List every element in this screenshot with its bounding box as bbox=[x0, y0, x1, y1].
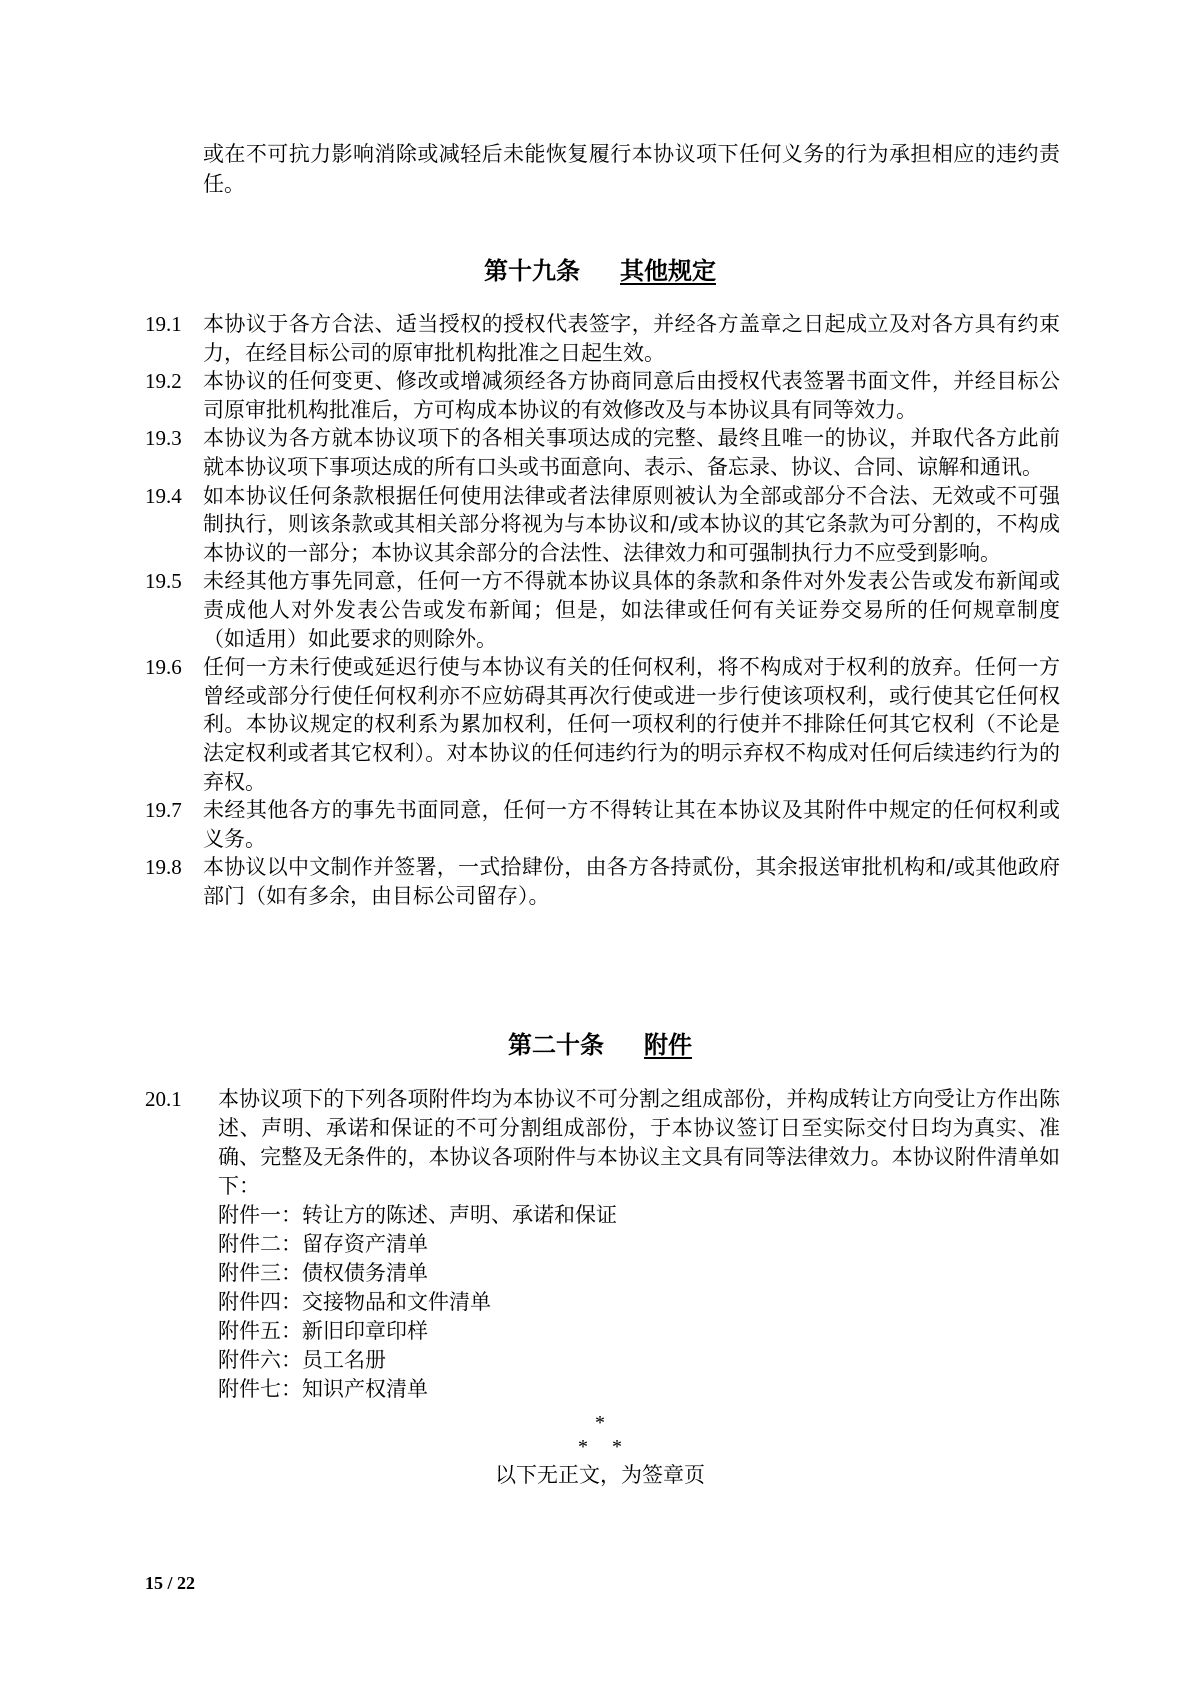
clause-19-1 bbox=[145, 310, 1060, 367]
clause-20-1 bbox=[145, 1085, 1060, 1404]
clause-number: 19.8 bbox=[145, 855, 182, 880]
clause-text: 本协议为各方就本协议项下的各相关事项达成的完整、最终且唯一的协议，并取代各方此前就本协议项下事项达成的所有口头或书面意向、表示、备忘录、协议、合同、谅解和通讯。 bbox=[203, 426, 1060, 479]
clause-text: 本协议项下的下列各项附件均为本协议不可分割之组成部份，并构成转让方向受让方作出陈述、声明、承诺和保证的不可分割组成部份，于本协议签订日至实际交付日均为真实、准确、完整及无条件的，本协议各项附件与本协议主文具有同等法律效力。本协议附件清单如下： bbox=[218, 1087, 1060, 1198]
clause-number: 19.7 bbox=[145, 798, 182, 823]
clause-number: 19.6 bbox=[145, 655, 182, 680]
clause-number: 19.3 bbox=[145, 426, 182, 451]
clause-19-3 bbox=[145, 424, 1060, 481]
clause-text: 未经其他各方的事先书面同意，任何一方不得转让其在本协议及其附件中规定的任何权利或义务。 bbox=[203, 798, 1060, 851]
annex-item: 附件三：债权债务清单 bbox=[218, 1261, 428, 1285]
clause-text: 本协议于各方合法、适当授权的授权代表签字，并经各方盖章之日起成立及对各方具有约束力，在经目标公司的原审批机构批准之日起生效。 bbox=[203, 312, 1060, 365]
clause-text: 本协议的任何变更、修改或增减须经各方协商同意后由授权代表签署书面文件，并经目标公司原审批机构批准后，方可构成本协议的有效修改及与本协议具有同等效力。 bbox=[203, 369, 1060, 422]
article-20-number: 第二十条 bbox=[508, 1030, 604, 1059]
clause-number: 19.4 bbox=[145, 483, 182, 508]
separator-star: * bbox=[578, 1436, 588, 1458]
article-19-clause-list bbox=[145, 310, 1060, 910]
clause-19-6 bbox=[145, 653, 1060, 796]
annex-item: 附件四：交接物品和文件清单 bbox=[218, 1290, 491, 1314]
article-20-title: 附件 bbox=[644, 1030, 692, 1059]
annex-item: 附件五：新旧印章印样 bbox=[218, 1319, 428, 1343]
separator-stars-top bbox=[0, 1413, 1200, 1433]
clause-19-7 bbox=[145, 796, 1060, 853]
clause-number: 20.1 bbox=[145, 1087, 182, 1111]
clause-19-2 bbox=[145, 367, 1060, 424]
clause-19-5 bbox=[145, 567, 1060, 653]
annex-item: 附件六：员工名册 bbox=[218, 1348, 386, 1372]
clause-text: 任何一方未行使或延迟行使与本协议有关的任何权利，将不构成对于权利的放弃。任何一方曾经或部分行使任何权利亦不应妨碍其再次行使或进一步行使该项权利，或行使其它任何权利。本协议规定的权利系为累加权利，任何一项权利的行使并不排除任何其它权利（不论是法定权利或者其它权利）。对本协议的任何违约行为的明示弃权不构成对任何后续违约行为的弃权。 bbox=[203, 655, 1060, 794]
clause-19-8 bbox=[145, 853, 1060, 910]
clause-number: 19.1 bbox=[145, 312, 182, 336]
article-20-heading bbox=[0, 1030, 1200, 1060]
separator-star: * bbox=[595, 1412, 605, 1434]
end-of-text-note: 以下无正文，为签章页 bbox=[495, 1463, 705, 1487]
article-19-title: 其他规定 bbox=[620, 256, 716, 285]
clause-text: 本协议以中文制作并签署，一式拾肆份，由各方各持贰份，其余报送审批机构和/或其他政府部门（如有多余，由目标公司留存）。 bbox=[203, 855, 1060, 908]
annex-list bbox=[218, 1201, 1060, 1404]
article-19-heading bbox=[0, 256, 1200, 286]
clause-number: 19.5 bbox=[145, 569, 182, 594]
clause-text: 如本协议任何条款根据任何使用法律或者法律原则被认为全部或部分不合法、无效或不可强制执行，则该条款或其相关部分将视为与本协议和/或本协议的其它条款为可分割的，不构成本协议的一部分；本协议其余部分的合法性、法律效力和可强制执行力不应受到影响。 bbox=[203, 483, 1060, 565]
clause-19-4 bbox=[145, 482, 1060, 568]
annex-item: 附件一：转让方的陈述、声明、承诺和保证 bbox=[218, 1203, 617, 1227]
annex-item: 附件二：留存资产清单 bbox=[218, 1232, 428, 1256]
separator-star: * bbox=[612, 1436, 622, 1458]
clause-number: 19.2 bbox=[145, 369, 182, 394]
separator-stars-bottom bbox=[0, 1437, 1200, 1457]
clause-body bbox=[218, 1085, 1060, 1404]
annex-item: 附件七：知识产权清单 bbox=[218, 1377, 428, 1401]
continuation-paragraph: 或在不可抗力影响消除或减轻后未能恢复履行本协议项下任何义务的行为承担相应的违约责任。 bbox=[203, 142, 1060, 196]
article-19-number: 第十九条 bbox=[484, 256, 580, 285]
page-number: 15 / 22 bbox=[145, 1573, 196, 1593]
clause-text: 未经其他方事先同意，任何一方不得就本协议具体的条款和条件对外发表公告或发布新闻或责成他人对外发表公告或发布新闻；但是，如法律或任何有关证券交易所的任何规章制度（如适用）如此要求的则除外。 bbox=[203, 569, 1060, 651]
